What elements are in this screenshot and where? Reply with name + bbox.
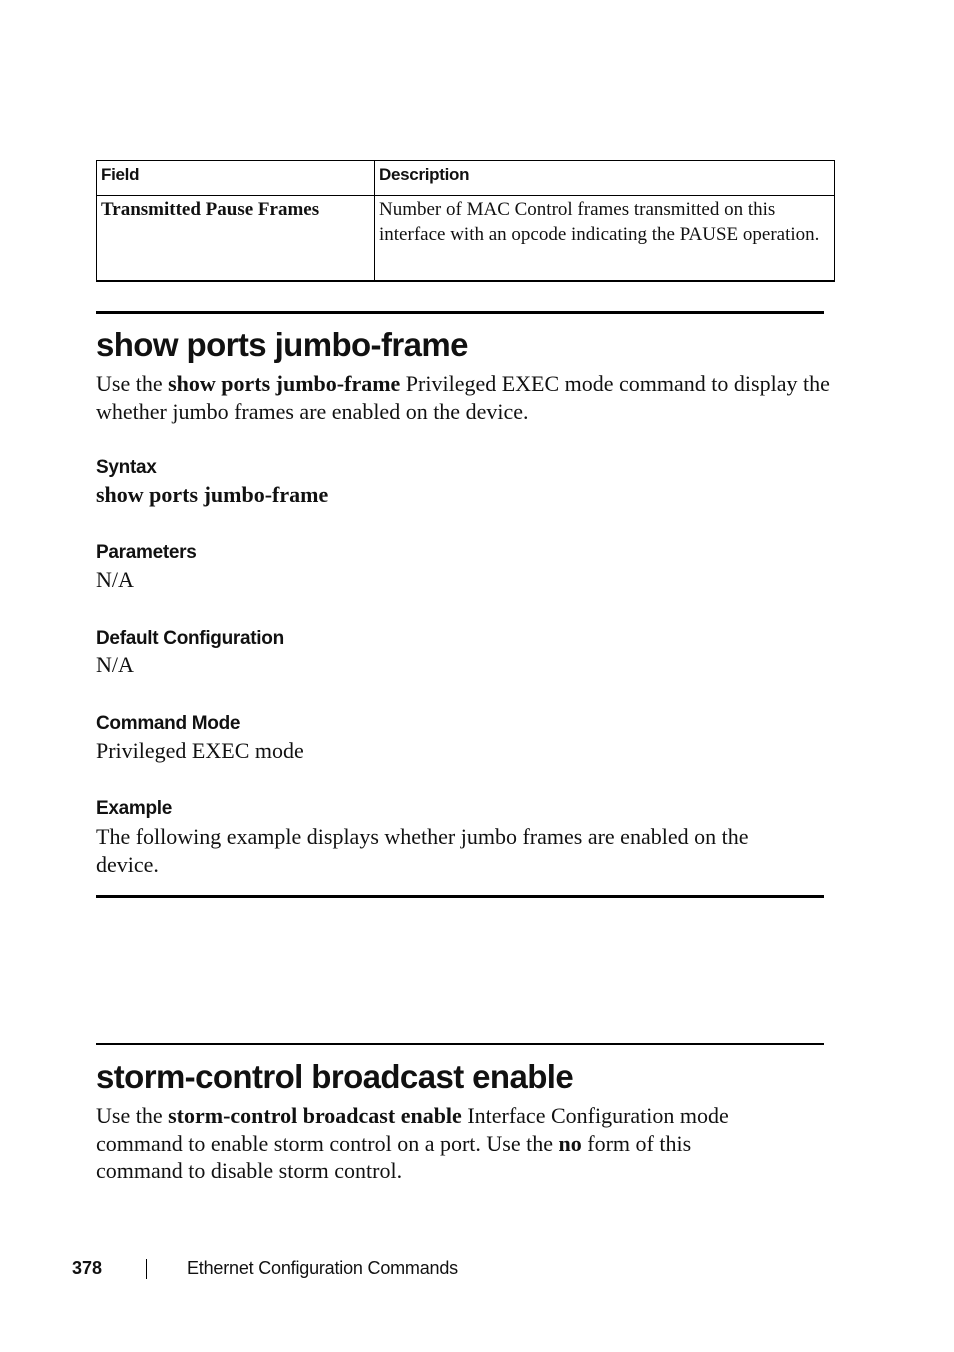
syntax-value: show ports jumbo-frame (96, 482, 329, 507)
syntax-heading: Syntax (96, 457, 157, 478)
command-mode-heading: Command Mode (96, 713, 241, 734)
section2-intro (96, 1102, 776, 1185)
default-configuration-value: N/A (96, 652, 134, 677)
field-description-table (96, 160, 835, 282)
section-rule-top-2 (96, 1043, 824, 1045)
table-cell-description: Number of MAC Control frames transmitted on this interface with an opcode indicating the PAUSE operation. (375, 196, 835, 282)
section-title-show-ports-jumbo-frame: show ports jumbo-frame (96, 326, 468, 363)
table-header-field: Field (97, 161, 375, 196)
example-heading: Example (96, 798, 173, 819)
parameters-value: N/A (96, 567, 134, 592)
table-row (97, 196, 835, 282)
intro-text: Interface Configuration mode command to enable storm control on a port. Use the (96, 1103, 729, 1156)
intro-text: Use the (96, 371, 169, 396)
command-mode-value: Privileged EXEC mode (96, 738, 304, 763)
section1-intro (96, 370, 836, 425)
section-title-storm-control-broadcast-enable: storm-control broadcast enable (96, 1058, 574, 1095)
page-number: 378 (72, 1258, 103, 1278)
command-name: storm-control broadcast enable (168, 1103, 462, 1128)
intro-text: Privileged EXEC mode command to display the whether jumbo frames are enabled on the device. (96, 371, 830, 424)
table-cell-field: Transmitted Pause Frames (97, 196, 375, 282)
example-text: The following example displays whether jumbo frames are enabled on the device. (96, 824, 749, 877)
table-header-row (97, 161, 835, 196)
section-rule-bottom (96, 895, 824, 898)
intro-text: form of this command to disable storm control. (96, 1130, 692, 1183)
keyword-no: no (558, 1130, 582, 1156)
parameters-heading: Parameters (96, 542, 197, 563)
section-rule-top (96, 311, 824, 314)
footer-divider (146, 1259, 147, 1279)
command-name: show ports jumbo-frame (168, 371, 401, 396)
table-header-description: Description (375, 161, 835, 196)
intro-text: Use the (96, 1103, 169, 1128)
default-configuration-heading: Default Configuration (96, 628, 284, 649)
chapter-title: Ethernet Configuration Commands (187, 1258, 458, 1278)
